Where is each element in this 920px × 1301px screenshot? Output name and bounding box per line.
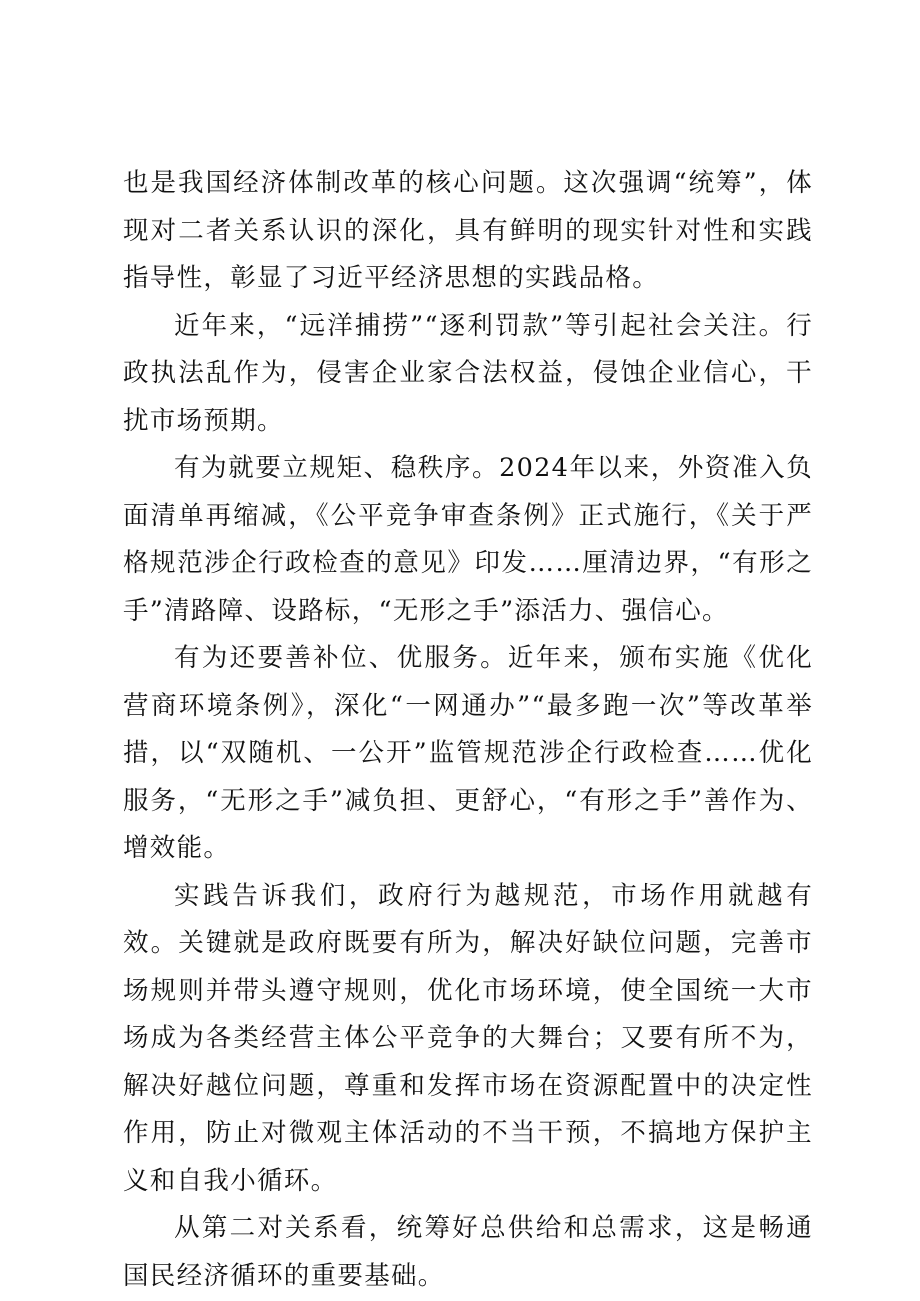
- paragraph-practice: 实践告诉我们，政府行为越规范，市场作用就越有效。关键就是政府既要有所为，解决好缺位问题，完善市场规则并带头遵守规则，优化市场环境，使全国统一大市场成为各类经营主体公平竞争的大舞台；又要有所不为，解决好越位问题，尊重和发挥市场在资源配置中的决定性作用，防止对微观主体活动的不当干预，不搞地方保护主义和自我小循环。: [123, 880, 813, 1196]
- paragraph-law-enforcement: 近年来，“远洋捕捞”“逐利罚款”等引起社会关注。行政执法乱作为，侵害企业家合法权益，侵蚀企业信心，干扰市场预期。: [123, 310, 813, 436]
- paragraph-continuation: 也是我国经济体制改革的核心问题。这次强调“统筹”，体现对二者关系认识的深化，具有鲜明的现实针对性和实践指导性，彰显了习近平经济思想的实践品格。: [123, 168, 813, 293]
- document-body: [123, 160, 813, 1300]
- paragraph-rules-order: 有为就要立规矩、稳秩序。2024年以来，外资准入负面清单再缩减，《公平竞争审查条例》正式施行，《关于严格规范涉企行政检查的意见》印发……厘清边界，“有形之手”清路障、设路标，“无形之手”添活力、强信心。: [123, 453, 813, 626]
- paragraph-supply-demand: 从第二对关系看，统筹好总供给和总需求，这是畅通国民经济循环的重要基础。: [123, 1213, 813, 1291]
- paragraph-services: 有为还要善补位、优服务。近年来，颁布实施《优化营商环境条例》，深化“一网通办”“最多跑一次”等改革举措，以“双随机、一公开”监管规范涉企行政检查……优化服务，“无形之手”减负担、更舒心，“有形之手”善作为、增效能。: [123, 643, 813, 863]
